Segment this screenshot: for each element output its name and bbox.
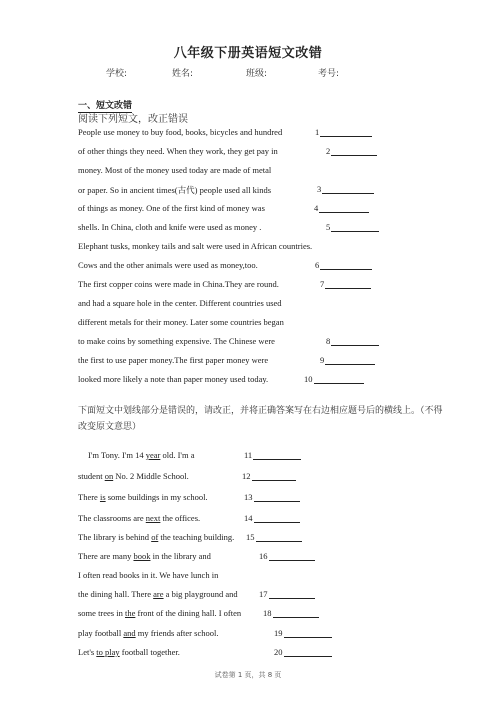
answer-blank[interactable]: 4 — [314, 203, 369, 213]
passage-line: I often read books in it. We have lunch in — [78, 570, 219, 580]
passage-line: The classrooms are next the offices. — [78, 513, 201, 523]
answer-blank[interactable]: 14 — [244, 513, 300, 523]
passage-line: Elephant tusks, monkey tails and salt were used in African countries. — [78, 241, 313, 251]
error-word: year — [145, 450, 161, 460]
answer-blank[interactable]: 13 — [244, 492, 300, 502]
passage-line: to make coins by something expensive. The Chinese were — [78, 336, 275, 346]
error-word: the — [124, 608, 136, 618]
passage-line: money. Most of the money used today are made of metal — [78, 165, 272, 175]
answer-blank[interactable]: 3 — [317, 184, 374, 194]
answer-blank[interactable]: 1 — [315, 127, 372, 137]
error-word: on — [104, 471, 114, 481]
passage-line: or paper. So in ancient times(古代) people used all kinds — [78, 185, 272, 195]
error-word: book — [133, 551, 151, 561]
page-title: 八年级下册英语短文改错 — [173, 46, 323, 61]
passage-line: different metals for their money. Later some countries began — [78, 317, 284, 327]
passage-line: shells. In China, cloth and knife were used as money . — [78, 222, 262, 232]
passage-line: There are many book in the library and — [78, 551, 211, 561]
section-heading: 一、短文改错 — [78, 98, 132, 111]
answer-blank[interactable]: 20 — [274, 647, 332, 657]
answer-blank[interactable]: 9 — [320, 355, 375, 365]
error-word: is — [99, 492, 106, 502]
passage-line: and had a square hole in the center. Different countries used — [78, 298, 282, 308]
class-label: 班级: — [246, 69, 268, 79]
passage-line: looked more likely a note than paper money used today. — [78, 374, 269, 384]
passage-line: The library is behind of the teaching building. — [78, 532, 235, 542]
answer-blank[interactable]: 2 — [326, 146, 377, 156]
answer-blank[interactable]: 5 — [326, 222, 379, 232]
passage-line: The first copper coins were made in China.They are round. — [78, 279, 279, 289]
school-label: 学校: — [106, 69, 128, 79]
answer-blank[interactable]: 19 — [274, 628, 332, 638]
id-label: 考号: — [318, 69, 340, 79]
passage-line: Let's to play football together. — [78, 647, 180, 657]
passage-line: of things as money. One of the first kind of money was — [78, 203, 265, 213]
error-word: are — [153, 589, 164, 599]
page-footer: 试卷第 1 页，共 8 页 — [214, 671, 282, 679]
section-instruction: 下面短文中划线部分是错误的，请改正，并将正确答案写在右边相应题号后的横线上。（不得改变原文意思） — [78, 406, 443, 432]
error-word: and — [123, 628, 136, 638]
passage-line: the dining hall. There are a big playground and — [78, 589, 238, 599]
passage-line: I'm Tony. I'm 14 year old. I'm a — [88, 450, 195, 460]
passage-line: There is some buildings in my school. — [78, 492, 208, 502]
answer-blank[interactable]: 18 — [263, 608, 319, 618]
passage-line: of other things they need. When they work, they get pay in — [78, 146, 278, 156]
passage-line: People use money to buy food, books, bicycles and hundred — [78, 127, 283, 137]
answer-blank[interactable]: 6 — [315, 260, 372, 270]
answer-blank[interactable]: 16 — [259, 551, 315, 561]
answer-blank[interactable]: 8 — [326, 336, 379, 346]
answer-blank[interactable]: 17 — [259, 589, 315, 599]
error-word: of — [151, 532, 159, 542]
error-word: to play — [96, 647, 120, 657]
passage-line: play football and my friends after school. — [78, 628, 219, 638]
error-word: next — [145, 513, 161, 523]
passage-line: some trees in the front of the dining hall. I often — [78, 608, 242, 618]
answer-blank[interactable]: 10 — [304, 374, 364, 384]
passage-line: the first to use paper money.The first paper money were — [78, 355, 269, 365]
section-subtitle: 阅读下列短文，改正错误 — [78, 114, 188, 125]
passage-line: Cows and the other animals were used as money,too. — [78, 260, 258, 270]
answer-blank[interactable]: 7 — [320, 279, 371, 289]
answer-blank[interactable]: 12 — [242, 471, 296, 481]
name-label: 姓名: — [172, 69, 194, 79]
answer-blank[interactable]: 15 — [246, 532, 302, 542]
answer-blank[interactable]: 11 — [244, 450, 301, 460]
passage-line: student on No. 2 Middle School. — [78, 471, 189, 481]
